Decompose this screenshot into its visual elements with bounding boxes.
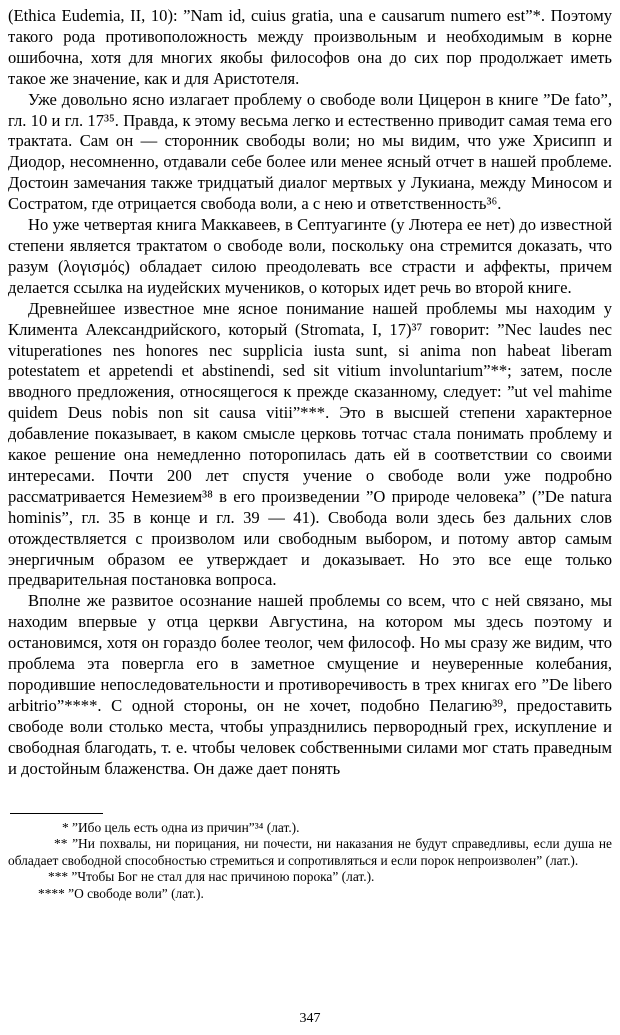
paragraph: Древнейшее известное мне ясное понимание нашей проблемы мы находим у Климента Александрийского, который (Stromata, I, 17)³⁷ говорит: ”Nec laudes nec vituperationes nes honores nec supplicia iusta sunt, si anima non habeat liberam potestatem et appetendi et abstinendi, sed sit vitium involuntarium”**; затем, после вводного предложения, относящегося к прежде сказанному, следует: ”ut vel mahime quidem Deus nobis non sit causa vitii”***. Это в высшей степени характерное добавление показывает, в каком смысле церковь тотчас стала понимать проблему и какое решение она немедленно поторопилась дать ей в соответствии со своими интересами. Почти 200 лет спустя учение о свободе воли уже подробно рассматривается Немезием³⁸ в его произведении ”О природе человека” (”De natura hominis”, гл. 35 в конце и гл. 39 — 41). Свобода воли здесь без дальних слов отождествляется с произволом или свободным выбором, и потому автор самым энергичным образом ее утверждает и доказывает. Но это все еще только предварительная постановка вопроса. bbox=[8, 298, 612, 590]
footnote: ** ”Ни похвалы, ни порицания, ни почести, ни наказания не будут справедливы, если душа не обладает свободной способностью стремиться и сопротивляться и если порок непроизволен” (лат.). bbox=[8, 836, 612, 868]
footnote: *** ”Чтобы Бог не стал для нас причиною порока” (лат.). bbox=[48, 869, 375, 885]
paragraph: (Ethica Eudemia, II, 10): ”Nam id, cuius gratia, una e causarum numero est”*. Поэтому такого рода противоположность между произвольным и необходимым в корне ошибочна, хотя для многих якобы философов она до сих пор продолжает иметь такое же значение, как и для Аристотеля. bbox=[8, 6, 612, 88]
footnotes bbox=[8, 820, 612, 903]
paragraph: Но уже четвертая книга Маккавеев, в Септуагинте (у Лютера ее нет) до известной степени является трактатом о свободе воли, поскольку она стремится доказать, что разум (λογισμός) обладает силою преодолевать все страсти и аффекты, причем делается ссылка на иудейских мучеников, о которых идет речь во второй книге. bbox=[8, 215, 612, 297]
paragraph: Вполне же развитое осознание нашей проблемы со всем, что с ней связано, мы находим впервые у отца церкви Августина, на котором мы здесь поэтому и остановимся, хотя он гораздо более теолог, чем философ. Но мы сразу же видим, что проблема эта повергла его в заметное смущение и неуверенные колебания, породившие непоследовательности и противоречивость в трех книгах его ”De libero arbitrio”****. С одной стороны, он не хочет, подобно Пелагию³⁹, предоставить свободе воли столько места, чтобы упразднились первородный грех, искупление и свободная благодать, т. е. чтобы человек собственными силами мог стать праведным и достойным блаженства. Он даже дает понять bbox=[8, 591, 612, 778]
footnote: **** ”О свободе воли” (лат.). bbox=[38, 885, 204, 901]
page-number: 347 bbox=[299, 1011, 321, 1026]
paragraph: Уже довольно ясно излагает проблему о свободе воли Цицерон в книге ”De fato”, гл. 10 и гл. 17³⁵. Правда, к этому весьма легко и естественно приводит самая тема его трактата. Сам он — сторонник свободы воли; но мы видим, что уже Хрисипп и Диодор, несомненно, отдавали себе более или менее ясный отчет в нашей проблеме. Достоин замечания также тридцатый диалог мертвых у Лукиана, между Миносом и Состратом, где отрицается свобода воли, а с нею и ответственность³⁶. bbox=[8, 89, 612, 214]
footnote: * ”Ибо цель есть одна из причин”³⁴ (лат.). bbox=[62, 819, 300, 835]
footnote-separator bbox=[10, 813, 103, 814]
main-text bbox=[8, 6, 612, 780]
